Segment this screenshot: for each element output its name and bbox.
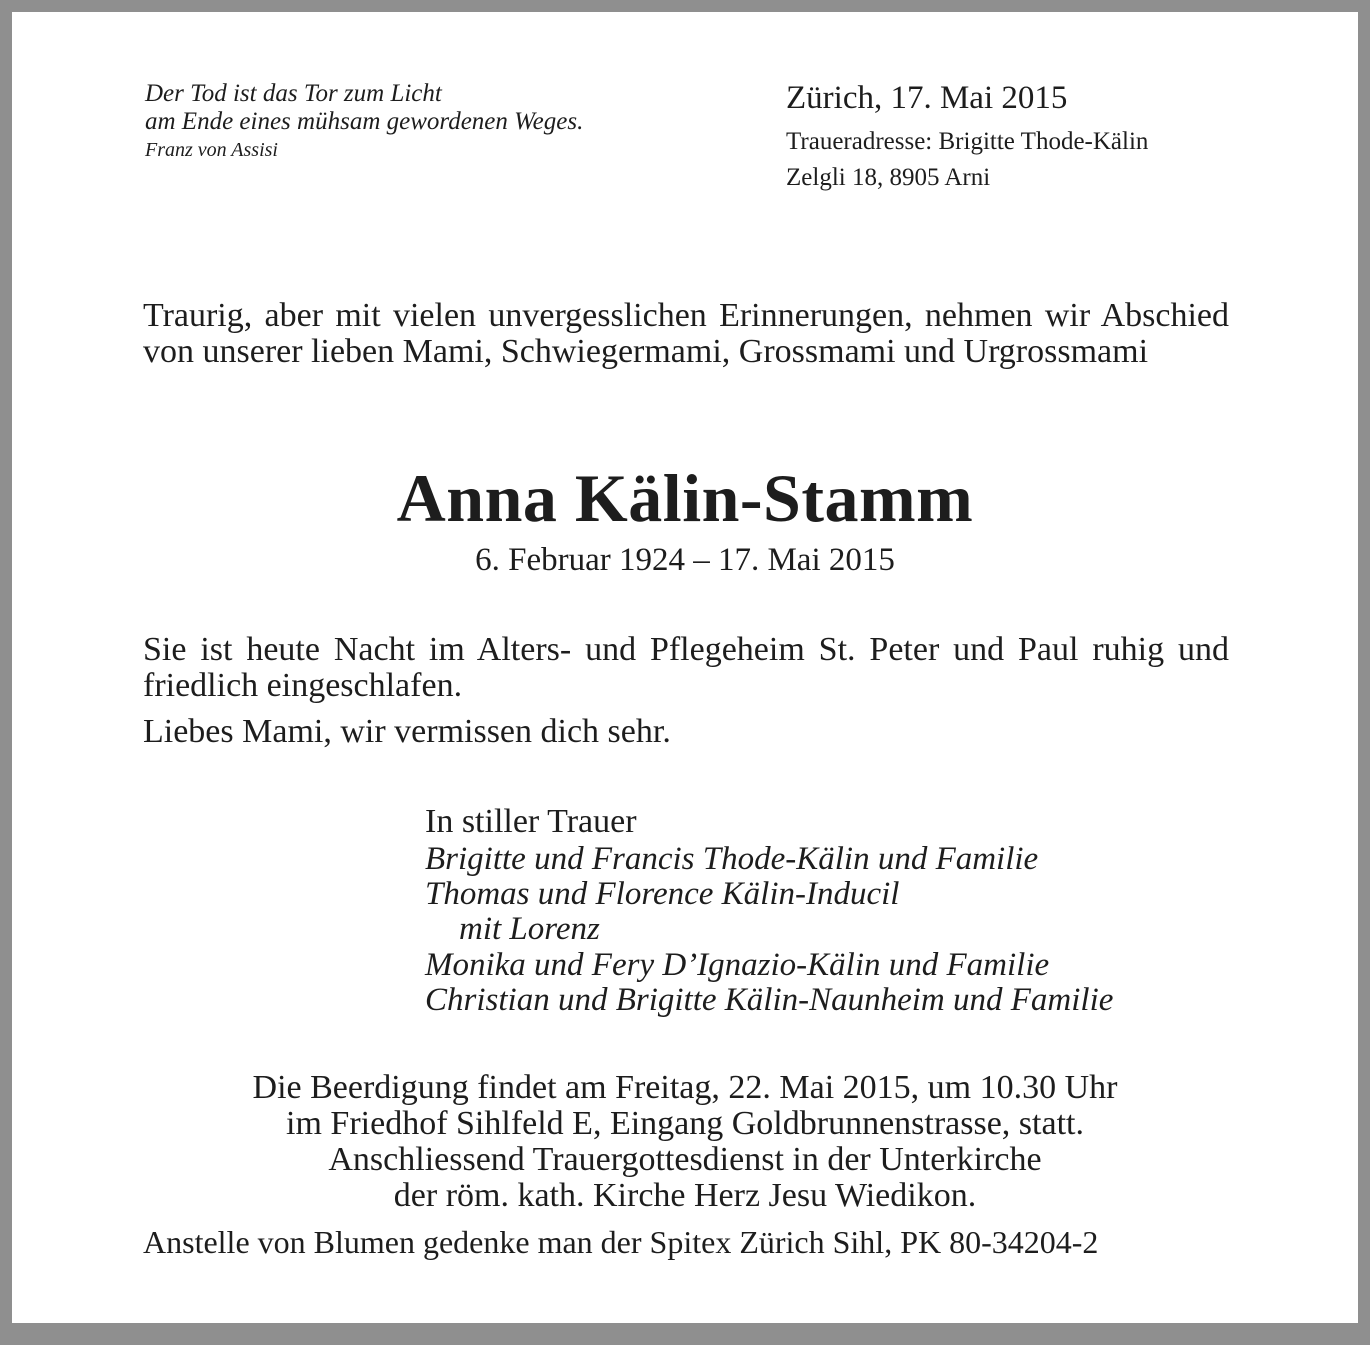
- farewell-line: Liebes Mami, wir vermissen dich sehr.: [143, 713, 671, 750]
- funeral-line: im Friedhof Sihlfeld E, Eingang Goldbrunnenstrasse, statt.: [286, 1105, 1084, 1142]
- mourning-address: [786, 124, 1148, 196]
- quote-block: [145, 80, 583, 164]
- intro-paragraph: Traurig, aber mit vielen unvergesslichen Erinnerungen, nehmen wir Abschied von unserer lieben Mami, Schwiegermami, Grossmami und Urgrossmami: [143, 297, 1229, 370]
- mourner-line: Monika und Fery D’Ignazio-Kälin und Familie: [425, 946, 1050, 983]
- mourner-line: Christian und Brigitte Kälin-Naunheim und Familie: [425, 981, 1114, 1018]
- passing-paragraph: Sie ist heute Nacht im Alters- und Pflegeheim St. Peter und Paul ruhig und friedlich eingeschlafen.: [143, 631, 1229, 704]
- funeral-details: [12, 1070, 1358, 1214]
- mourner-line: mit Lorenz: [459, 911, 600, 948]
- donation-note: Anstelle von Blumen gedenke man der Spitex Zürich Sihl, PK 80-34204-2: [143, 1224, 1099, 1260]
- life-dates: 6. Februar 1924 – 17. Mai 2015: [475, 542, 895, 578]
- quote-line: am Ende eines mühsam gewordenen Weges.: [145, 108, 584, 135]
- deceased-name: Anna Kälin-Stamm: [396, 460, 974, 536]
- quote-author: Franz von Assisi: [145, 139, 278, 161]
- mourners-list: [425, 842, 1113, 1018]
- address-line: Zelgli 18, 8905 Arni: [786, 164, 991, 191]
- mourner-line: Brigitte und Francis Thode-Kälin und Familie: [425, 841, 1039, 877]
- address-line: Traueradresse: Brigitte Thode-Kälin: [786, 128, 1149, 155]
- mourners-heading: In stiller Trauer: [425, 803, 637, 840]
- funeral-line: der röm. kath. Kirche Herz Jesu Wiedikon.: [393, 1177, 977, 1214]
- funeral-line: Die Beerdigung findet am Freitag, 22. Mai 2015, um 10.30 Uhr: [252, 1069, 1118, 1106]
- quote-line: Der Tod ist das Tor zum Licht: [145, 80, 442, 107]
- obituary-notice: [12, 12, 1358, 1323]
- place-date: Zürich, 17. Mai 2015: [786, 80, 1068, 116]
- mourner-line: Thomas und Florence Kälin-Inducil: [425, 876, 900, 913]
- funeral-line: Anschliessend Trauergottesdienst in der Unterkirche: [328, 1141, 1042, 1178]
